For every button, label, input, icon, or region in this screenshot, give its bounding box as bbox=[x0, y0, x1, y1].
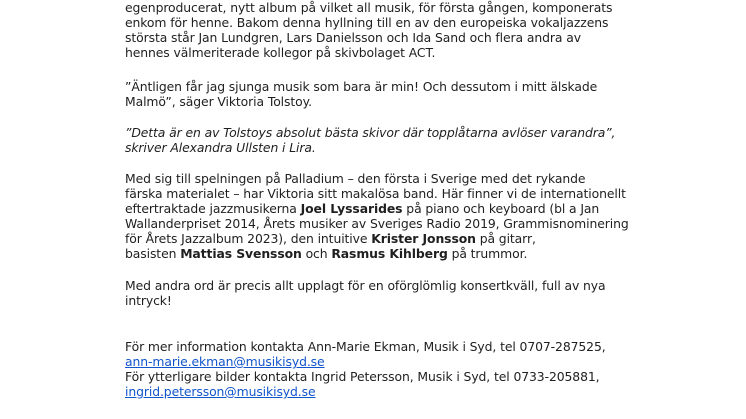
band-line bbox=[125, 201, 665, 216]
intro-line: enkom för henne. Bakom denna hyllning till en av den europeiska vokaljazzens bbox=[125, 15, 609, 30]
contact-images-email-link[interactable]: ingrid.petersson@musikisyd.se bbox=[125, 384, 316, 399]
band-text: på gitarr, bbox=[475, 231, 536, 246]
contact-info-text: För mer information kontakta Ann-Marie Ekman, Musik i Syd, tel 0707-287525, bbox=[125, 339, 606, 354]
musician-name-guitar: Krister Jonsson bbox=[371, 231, 476, 246]
contact-info-email-link[interactable]: ann-marie.ekman@musikisyd.se bbox=[125, 354, 325, 369]
closing-paragraph bbox=[125, 278, 665, 308]
band-text: på piano och keyboard (bl a Jan bbox=[402, 201, 600, 216]
review-quote-paragraph bbox=[125, 125, 665, 155]
musician-name-bass: Mattias Svensson bbox=[180, 246, 302, 261]
intro-paragraph bbox=[125, 0, 665, 60]
quote-line: Malmö”, säger Viktoria Tolstoy. bbox=[125, 94, 312, 109]
band-text: eftertraktade jazzmusikerna bbox=[125, 201, 301, 216]
band-line bbox=[125, 231, 665, 246]
intro-line: egenproducerat, nytt album på vilket all musik, för första gången, komponerats bbox=[125, 0, 613, 15]
contact-block bbox=[125, 339, 665, 399]
band-text: på trummor. bbox=[447, 246, 528, 261]
band-line: Wallanderpriset 2014, Årets musiker av Sveriges Radio 2019, Grammisnominering bbox=[125, 216, 629, 231]
contact-images-email-line bbox=[125, 384, 665, 399]
band-paragraph bbox=[125, 171, 665, 261]
band-line: färska materialet – har Viktoria sitt makalösa band. Här finner vi de internationellt bbox=[125, 186, 626, 201]
intro-line: största står Jan Lundgren, Lars Danielsson och Ida Sand och flera andra av bbox=[125, 30, 581, 45]
band-line: Med sig till spelningen på Palladium – den första i Sverige med det rykande bbox=[125, 171, 586, 186]
contact-images-text: För ytterligare bilder kontakta Ingrid Petersson, Musik i Syd, tel 0733-205881, bbox=[125, 369, 600, 384]
review-line: skriver Alexandra Ullsten i Lira. bbox=[125, 140, 316, 155]
contact-info-email-line bbox=[125, 354, 665, 369]
musician-name-drums: Rasmus Kihlberg bbox=[331, 246, 448, 261]
artist-quote-paragraph bbox=[125, 79, 665, 109]
quote-line: ”Äntligen får jag sjunga musik som bara är min! Och dessutom i mitt älskade bbox=[125, 79, 598, 94]
intro-line: hennes välmeriterade kollegor på skivbolaget ACT. bbox=[125, 45, 436, 60]
closing-line: intryck! bbox=[125, 293, 172, 308]
musician-name-piano: Joel Lyssarides bbox=[300, 201, 403, 216]
band-text: basisten bbox=[125, 246, 181, 261]
review-line: ”Detta är en av Tolstoys absolut bästa skivor där topplåtarna avlöser varandra”, bbox=[125, 125, 616, 140]
band-text: och bbox=[301, 246, 332, 261]
closing-line: Med andra ord är precis allt upplagt för en oförglömlig konsertkväll, full av nya bbox=[125, 278, 606, 293]
band-line bbox=[125, 246, 665, 261]
band-text: för Årets Jazzalbum 2023), den intuitive bbox=[125, 231, 372, 246]
